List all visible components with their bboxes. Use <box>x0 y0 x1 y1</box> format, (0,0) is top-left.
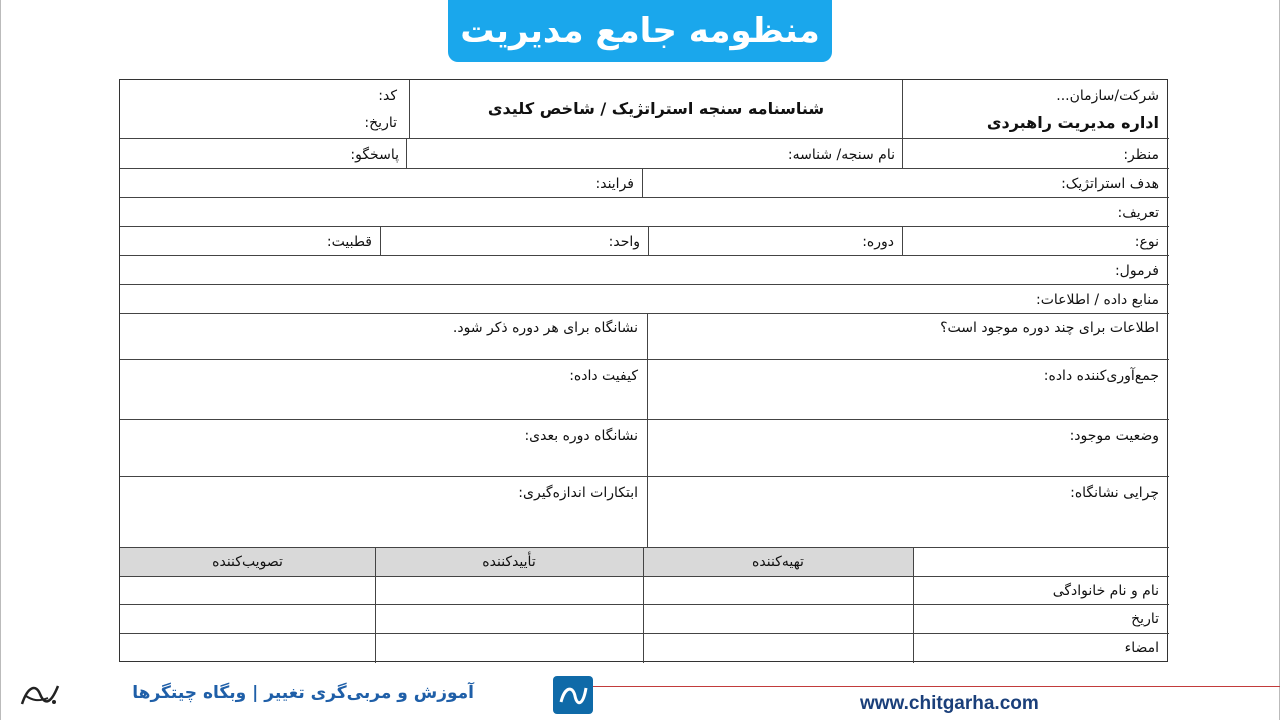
approver-header: تصویب‌کننده <box>212 554 283 570</box>
page-title-banner: منظومه جامع مدیریت <box>448 0 832 62</box>
grid-line <box>120 313 1169 314</box>
grid-line <box>120 359 1169 360</box>
strategic-goal-field[interactable]: هدف استراتژیک: <box>1061 176 1159 192</box>
unit-field[interactable]: واحد: <box>608 234 640 250</box>
grid-line <box>642 168 643 197</box>
grid-line <box>120 226 1169 227</box>
grid-line <box>648 226 649 255</box>
grid-line <box>120 476 1169 477</box>
current-status-field[interactable]: وضعیت موجود: <box>1069 428 1159 444</box>
grid-line <box>120 419 1169 420</box>
footer-divider <box>590 686 1280 687</box>
date-row-label: تاریخ <box>1131 611 1159 627</box>
grid-line <box>120 604 1169 605</box>
perspective-field[interactable]: منظر: <box>1123 147 1159 163</box>
grid-line <box>120 284 1169 285</box>
grid-line <box>902 80 903 138</box>
calligraphy-logo-icon <box>18 676 64 712</box>
indicator-each-field[interactable]: نشانگاه برای هر دوره ذکر شود. <box>452 320 638 336</box>
grid-line <box>120 255 1169 256</box>
respondent-field[interactable]: پاسخگو: <box>350 147 399 163</box>
signature-row-label: امضاء <box>1124 640 1159 656</box>
date-label: تاریخ: <box>364 115 397 131</box>
formula-field[interactable]: فرمول: <box>1114 263 1159 279</box>
grid-line <box>902 138 903 168</box>
measure-name-field[interactable]: نام سنجه/ شناسه: <box>787 147 895 163</box>
collector-field[interactable]: جمع‌آوری‌کننده داده: <box>1043 368 1159 384</box>
grid-line <box>406 138 407 168</box>
grid-line <box>120 197 1169 198</box>
full-name-row-label: نام و نام خانوادگی <box>1052 583 1159 599</box>
process-field[interactable]: فرایند: <box>595 176 634 192</box>
innovations-field[interactable]: ابتکارات اندازه‌گیری: <box>518 485 638 501</box>
grid-line <box>120 168 1169 169</box>
left-frame-line <box>0 0 1 720</box>
grid-line <box>902 226 903 255</box>
department-name: اداره مدیریت راهبردی <box>986 113 1159 132</box>
why-indicator-field[interactable]: چرایی نشانگاه: <box>1070 485 1159 501</box>
quality-field[interactable]: کیفیت داده: <box>569 368 638 384</box>
polarity-field[interactable]: قطبیت: <box>326 234 372 250</box>
code-label: کد: <box>378 88 397 104</box>
form-title: شناسنامه سنجه استراتژیک / شاخص کلیدی <box>487 99 825 118</box>
next-indicator-field[interactable]: نشانگاه دوره بعدی: <box>524 428 638 444</box>
grid-line <box>380 226 381 255</box>
grid-line <box>120 576 1169 577</box>
info-periods-field[interactable]: اطلاعات برای چند دوره موجود است؟ <box>940 320 1159 336</box>
website-link[interactable]: www.chitgarha.com <box>860 693 1039 714</box>
grid-line <box>120 138 1169 139</box>
company-label: شرکت/سازمان... <box>1056 88 1159 104</box>
period-field[interactable]: دوره: <box>862 234 894 250</box>
grid-line <box>120 633 1169 634</box>
measure-form-sheet <box>119 79 1168 662</box>
preparer-header: تهیه‌کننده <box>752 554 804 570</box>
brand-logo-icon <box>553 676 593 714</box>
definition-field[interactable]: تعریف: <box>1117 205 1159 221</box>
confirmer-header: تأییدکننده <box>482 554 536 570</box>
grid-line <box>913 547 914 663</box>
grid-line <box>647 313 648 547</box>
type-field[interactable]: نوع: <box>1134 234 1159 250</box>
footer-tagline: آموزش و مربی‌گری تغییر | وبگاه چیتگرها <box>132 683 474 703</box>
data-sources-field[interactable]: منابع داده / اطلاعات: <box>1036 292 1159 308</box>
